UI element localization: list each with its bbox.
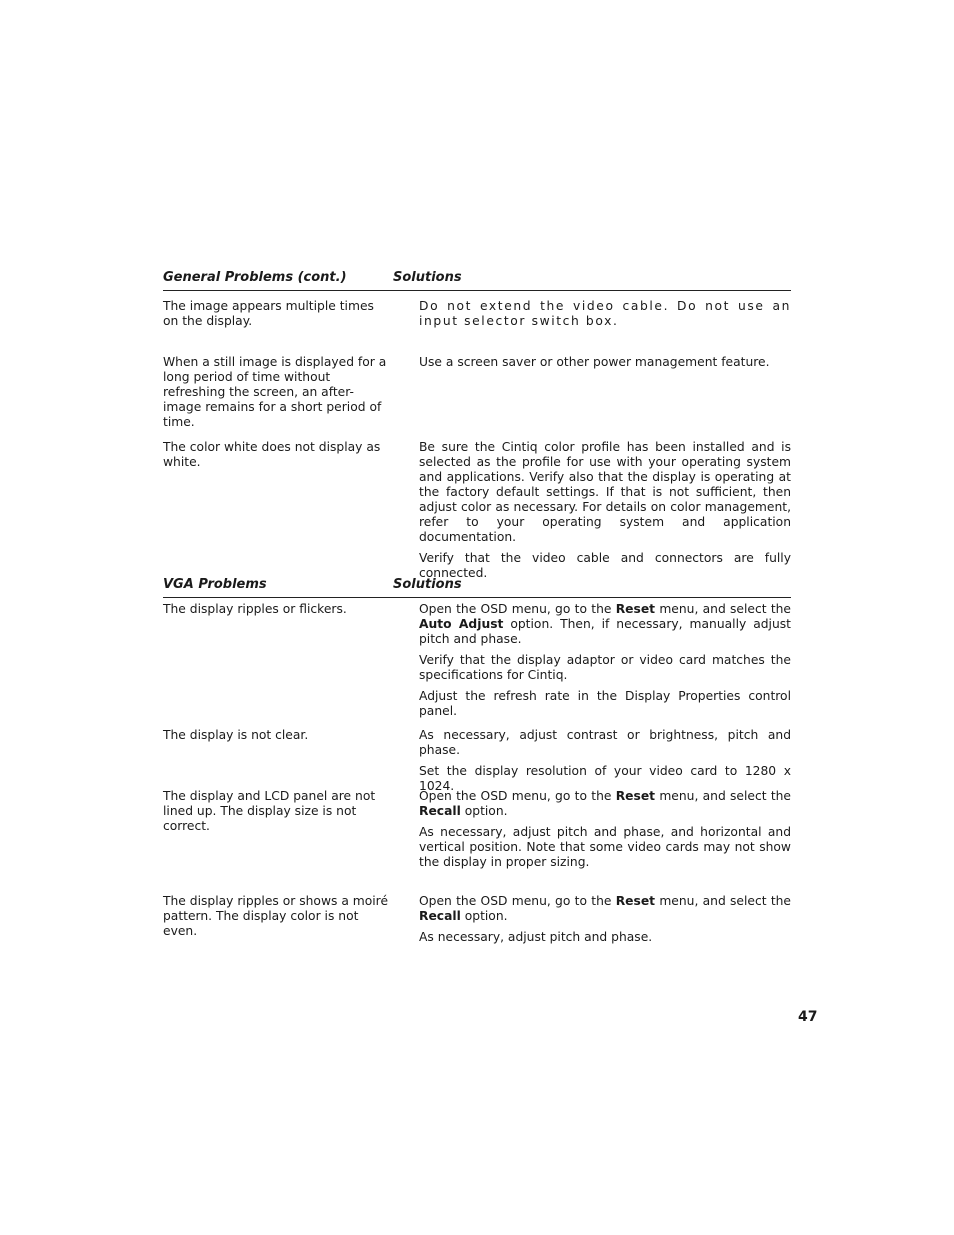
solution-block [419, 440, 791, 581]
vga-problems-header [163, 575, 791, 598]
problem-text: The color white does not display as white. [163, 440, 381, 469]
vga-solutions-title: Solutions [393, 577, 462, 592]
problem-text: The display ripples or shows a moiré pattern. The display color is not even. [163, 894, 389, 938]
option-name-recall: Recall [419, 909, 461, 923]
solution-block [419, 299, 791, 329]
solution-text: Use a screen saver or other power management feature. [419, 355, 770, 369]
solution-block [419, 602, 791, 719]
solution-text: As necessary, adjust contrast or brightness, pitch and phase. [419, 728, 791, 757]
solution-text: Verify that the display adaptor or video card matches the specifications for Cintiq. [419, 653, 791, 682]
solution-text: Be sure the Cintiq color profile has been installed and is selected as the profile for use with your operating system and applications. Verify also that the display is operating at the factory default settings. If that is not sufficient, then adjust color as necessary. For details on color management, refer to your operating system and application documentation. [419, 440, 791, 544]
solution-text: Do not extend the video cable. Do not use an input selector switch box. [419, 299, 791, 328]
solution-text: Open the OSD menu, go to the Reset menu, and select the Auto Adjust option. Then, if necessary, manually adjust pitch and phase. [419, 602, 791, 646]
solution-block [419, 894, 791, 945]
solution-text: Set the display resolution of your video card to 1280 x 1024. [419, 764, 791, 793]
solution-block [419, 355, 791, 370]
solution-text: Open the OSD menu, go to the Reset menu, and select the Recall option. [419, 789, 791, 818]
menu-name-reset: Reset [615, 894, 656, 908]
solution-block [419, 789, 791, 870]
problem-text: When a still image is displayed for a long period of time without refreshing the screen, an after-image remains for a short period of time. [163, 355, 387, 429]
solution-text: Adjust the refresh rate in the Display Properties control panel. [419, 689, 791, 718]
solution-text: As necessary, adjust pitch and phase. [419, 930, 653, 944]
problem-text: The display is not clear. [163, 728, 309, 742]
page-number: 47 [798, 1009, 818, 1025]
general-problems-title: General Problems (cont.) [163, 270, 347, 285]
solution-text: Open the OSD menu, go to the Reset menu, and select the Recall option. [419, 894, 791, 923]
option-name-recall: Recall [419, 804, 461, 818]
problem-text: The display ripples or flickers. [163, 602, 347, 616]
general-solutions-title: Solutions [393, 270, 462, 285]
vga-problems-title: VGA Problems [163, 577, 267, 592]
option-name-auto-adjust: Auto Adjust [419, 617, 504, 631]
problem-text: The image appears multiple times on the display. [163, 299, 374, 328]
problem-text: The display and LCD panel are not lined up. The display size is not correct. [163, 789, 376, 833]
menu-name-reset: Reset [615, 789, 656, 803]
menu-name-reset: Reset [615, 602, 656, 616]
solution-text: As necessary, adjust pitch and phase, and horizontal and vertical position. Note that some video cards may not show the display in proper sizing. [419, 825, 791, 869]
general-problems-header [163, 268, 791, 291]
solution-text: Verify that the video cable and connectors are fully connected. [419, 551, 791, 580]
solution-block [419, 728, 791, 794]
